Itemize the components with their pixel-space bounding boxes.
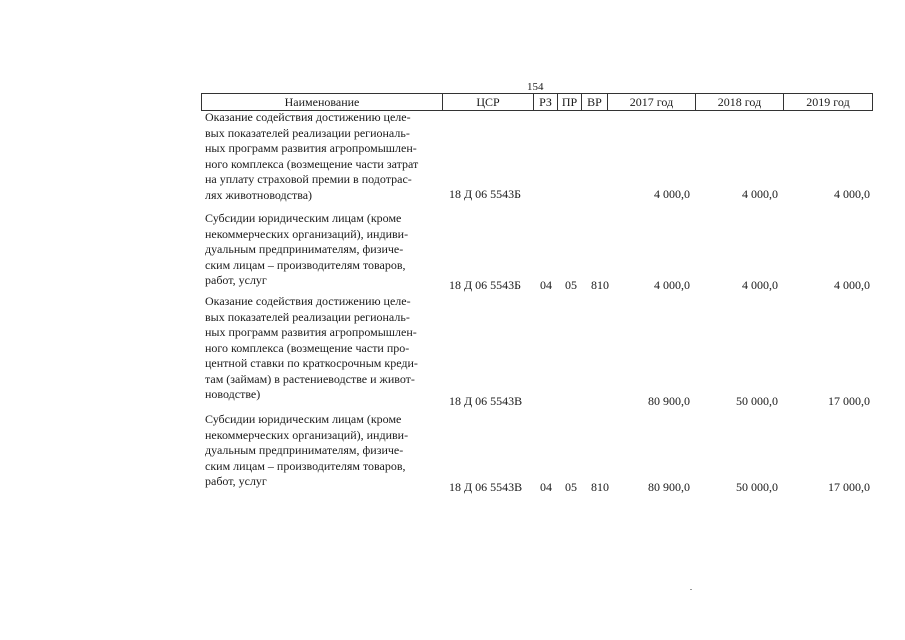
header-pr: ПР [558, 94, 582, 110]
header-name: Наименование [202, 94, 443, 110]
table-header [201, 93, 873, 111]
row-2017: 4 000,0 [654, 187, 690, 201]
row-pr: 05 [565, 480, 577, 494]
header-2017: 2017 год [608, 94, 696, 110]
row-csr: 18 Д 06 5543В [449, 480, 523, 494]
row-2018: 4 000,0 [742, 278, 778, 292]
scan-artifact [690, 589, 692, 590]
row-name: Оказание содействия достижению целе- вых показателей реализации региональ- ных программ развития агропромышлен- ного комплекса (возмещение части затрат на уплату страховой премии в подотрас- лях животноводства) [205, 110, 419, 202]
row-2018: 4 000,0 [742, 187, 778, 201]
row-name: Субсидии юридическим лицам (кроме некоммерческих организаций), индиви- дуальным предпринимателям, физиче- ским лицам – производителям товаров, работ, услуг [205, 211, 409, 287]
row-name: Оказание содействия достижению целе- вых показателей реализации региональ- ных программ развития агропромышлен- ного комплекса (возмещение части про- центной ставки по краткосрочным креди- там (займам) в растениеводстве и живот- новодстве) [205, 294, 418, 401]
header-2019: 2019 год [806, 95, 850, 109]
row-2019: 4 000,0 [834, 187, 870, 201]
row-2017: 80 900,0 [648, 394, 690, 408]
row-csr: 18 Д 06 5543Б [449, 278, 522, 292]
row-vr: 810 [591, 278, 609, 292]
row-2019: 17 000,0 [828, 480, 870, 494]
row-2019: 4 000,0 [834, 278, 870, 292]
header-vr: ВР [582, 94, 608, 110]
page-number: 154 [527, 81, 544, 93]
header-2018: 2018 год [696, 94, 784, 110]
row-csr: 18 Д 06 5543В [449, 394, 523, 408]
row-rz: 04 [540, 480, 552, 494]
row-name: Субсидии юридическим лицам (кроме некоммерческих организаций), индиви- дуальным предпринимателям, физиче- ским лицам – производителям товаров, работ, услуг [205, 412, 409, 488]
row-2018: 50 000,0 [736, 480, 778, 494]
row-csr: 18 Д 06 5543Б [449, 187, 522, 201]
row-pr: 05 [565, 278, 577, 292]
row-2017: 80 900,0 [648, 480, 690, 494]
row-2018: 50 000,0 [736, 394, 778, 408]
row-2019: 17 000,0 [828, 394, 870, 408]
header-rz: РЗ [534, 94, 558, 110]
row-vr: 810 [591, 480, 609, 494]
row-2017: 4 000,0 [654, 278, 690, 292]
row-rz: 04 [540, 278, 552, 292]
header-csr: ЦСР [443, 94, 534, 110]
